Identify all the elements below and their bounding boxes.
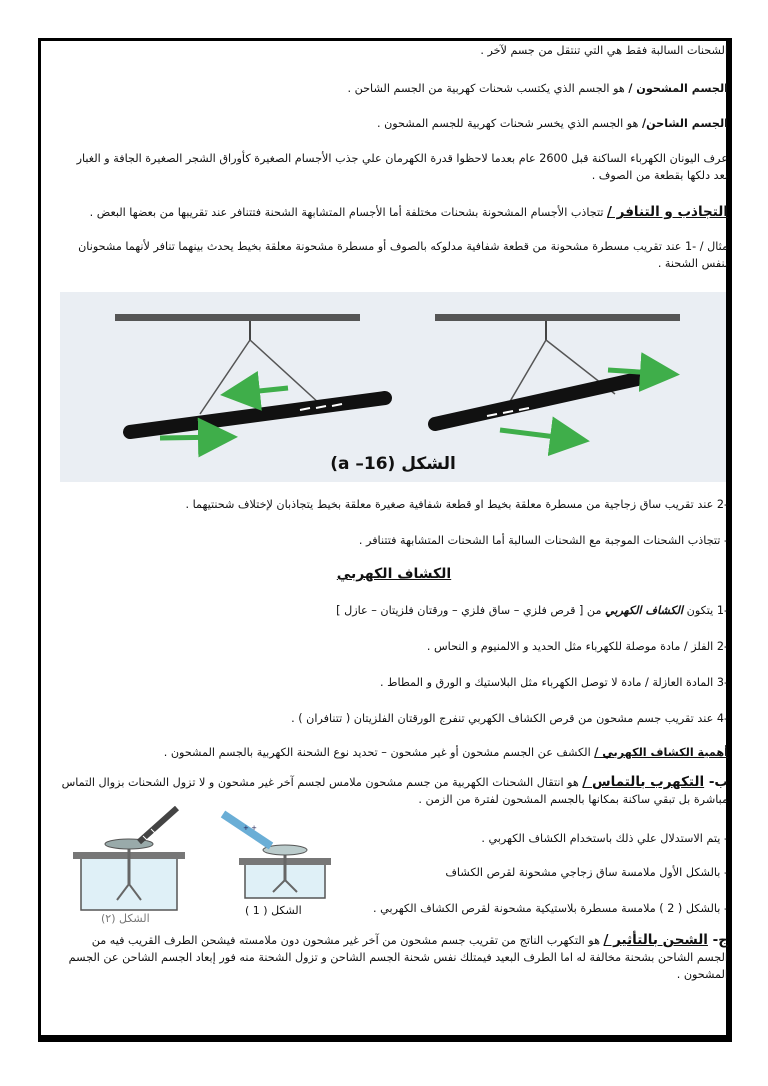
- list-item-insulator: -3 المادة العازلة / مادة لا توصل الكهرباء مثل البلاستيك و الورق و المطاط .: [379, 676, 728, 689]
- term-charging-by-contact: التكهرب بالتماس /: [582, 774, 705, 790]
- term-charging-body: الجسم الشاحن/: [642, 117, 728, 130]
- suspended-rod-left: [130, 398, 385, 432]
- section-letter-b: ب-: [704, 774, 728, 790]
- definition-charging-by-induction: هو التكهرب الناتج من تقريب جسم مشحون من آخر غير مشحون دون ملامسته فيشحن الطرف القريب فيه من الجسم الشاحن بشحنة مخالفة له اما الطرف البعيد فيمتلك نفس شحنة الجسم الشاحن و تزول الشحنة منه فور إبعاد الجسم الشاحن عن الجسم المشحون .: [68, 934, 728, 981]
- list-item-electroscope-parts: [60, 602, 728, 619]
- term-charging-by-induction: الشحن بالتأثير /: [603, 932, 708, 948]
- definition-charged-body: هو الجسم الذي يكتسب شحنات كهربية من الجسم الشاحن .: [347, 82, 629, 95]
- list-item-leaves-diverge: -4 عند تقريب جسم مشحون من قرص الكشاف الكهربي تنفرج الورقتان الفلزيتان ( تتنافران ) .: [291, 712, 728, 725]
- definition-attraction-repulsion: تتجاذب الأجسام المشحونة بشحنات مختلفة أما الأجسام المتشابهة الشحنة فتتنافر عند تقريبها من بعضها البعض .: [89, 206, 608, 219]
- figure-1-label: الشكل ( 1 ): [245, 904, 302, 917]
- list-item-metal: -2 الفلز / مادة موصلة للكهرباء مثل الحديد و الالمنيوم و النحاس .: [426, 640, 728, 653]
- paragraph-example-1: مثال / -1 عند تقريب مسطرة مشحونة من قطعة شفافية مدلوكه بالصوف أو مسطرة مشحونة معلقة بخيط يحدث بينهما تنافر لأنهما مشحونان بنفس الشحنة .: [78, 240, 728, 270]
- paragraph-negative-charges: الشحنات السالبة فقط هي التي تنتقل من جسم لآخر .: [480, 44, 728, 57]
- section-heading-electroscope: الكشاف الكهربي: [336, 566, 452, 582]
- support-bar-left: [115, 314, 360, 321]
- bullet-figure-1: - بالشكل الأول ملامسة ساق زجاجي مشحونة لقرص الكشاف: [445, 866, 728, 879]
- figure-16a-caption: الشكل (a –16): [330, 454, 456, 474]
- term-attraction-repulsion: التجاذب و التنافر /: [607, 204, 728, 220]
- paragraph-charging-by-induction: [60, 932, 728, 983]
- bullet-electroscope-evidence: - يتم الاستدلال علي ذلك باستخدام الكشاف الكهربي .: [481, 832, 728, 845]
- paragraph-electroscope-importance: [60, 744, 728, 761]
- paragraph-amber-history: عرف اليونان الكهرباء الساكنة قبل 2600 عام بعدما لاحظوا قدرة الكهرمان علي جذب الأجسام الصغيرة كأوراق الشجر الصغيرة الجافة و الغبار بعد دلكها بقطعة من الصوف .: [76, 152, 728, 182]
- definition-charging-body: هو الجسم الذي يخسر شحنات كهربية للجسم المشحون .: [376, 117, 642, 130]
- arrow-repel-right-bottom: [500, 430, 580, 440]
- paragraph-charge-rule: - تتجاذب الشحنات الموجبة مع الشحنات السالبة أما الشحنات المتشابهة فتتنافر .: [358, 534, 728, 547]
- bullet-figure-2: - بالشكل ( 2 ) ملامسة مسطرة بلاستيكية مشحونة لقرص الكشاف الكهربي .: [373, 902, 728, 915]
- suspended-rod-right: [435, 374, 660, 424]
- section-letter-c: ج-: [707, 932, 728, 948]
- arrow-repel-left-top: [230, 388, 288, 394]
- definition-importance: الكشف عن الجسم مشحون أو غير مشحون – تحديد نوع الشحنة الكهربية بالجسم المشحون .: [163, 746, 595, 759]
- paragraph-example-2: -2 عند تقريب ساق زجاجية من مسطرة معلقة بخيط او قطعة شفافية صغيرة معلقة بخيط يتجاذبان لإختلاف شحنتيهما .: [185, 498, 728, 511]
- paragraph-attraction-repulsion: [60, 204, 728, 221]
- paragraph-charged-body: [60, 80, 728, 97]
- electroscope-figure-2: [73, 808, 185, 910]
- support-bar-right: [435, 314, 680, 321]
- paragraph-charging-by-contact: [60, 774, 728, 808]
- electroscope-drawing: [73, 806, 343, 926]
- list-item-number: -1 يتكون: [683, 604, 728, 617]
- figure-16a-repulsion: [60, 292, 726, 482]
- term-electroscope: الكشاف الكهربي: [605, 604, 684, 617]
- svg-text:+ +: + +: [243, 824, 257, 832]
- electroscope-figure-1: [223, 814, 331, 898]
- figure-electroscopes: [73, 806, 343, 926]
- term-charged-body: الجسم المشحون /: [628, 82, 728, 95]
- figure-2-label: الشكل (٢): [101, 912, 150, 925]
- definition-charging-by-contact: هو انتقال الشحنات الكهربية من جسم مشحون ملامس لجسم آخر غير مشحون و لا تزول الشحنات بزوال التماس مباشرة بل تبقي ساكنة بمكانها بالجسم المشحون لفترة من الزمن .: [61, 776, 728, 806]
- paragraph-charging-body: [60, 115, 728, 132]
- electroscope-parts: من [ قرص فلزي – ساق فلزي – ورقتان فلزيتان – عازل ]: [336, 604, 605, 617]
- arrow-repel-left-bottom: [160, 437, 228, 438]
- term-importance: أهمية الكشاف الكهربي /: [594, 746, 728, 759]
